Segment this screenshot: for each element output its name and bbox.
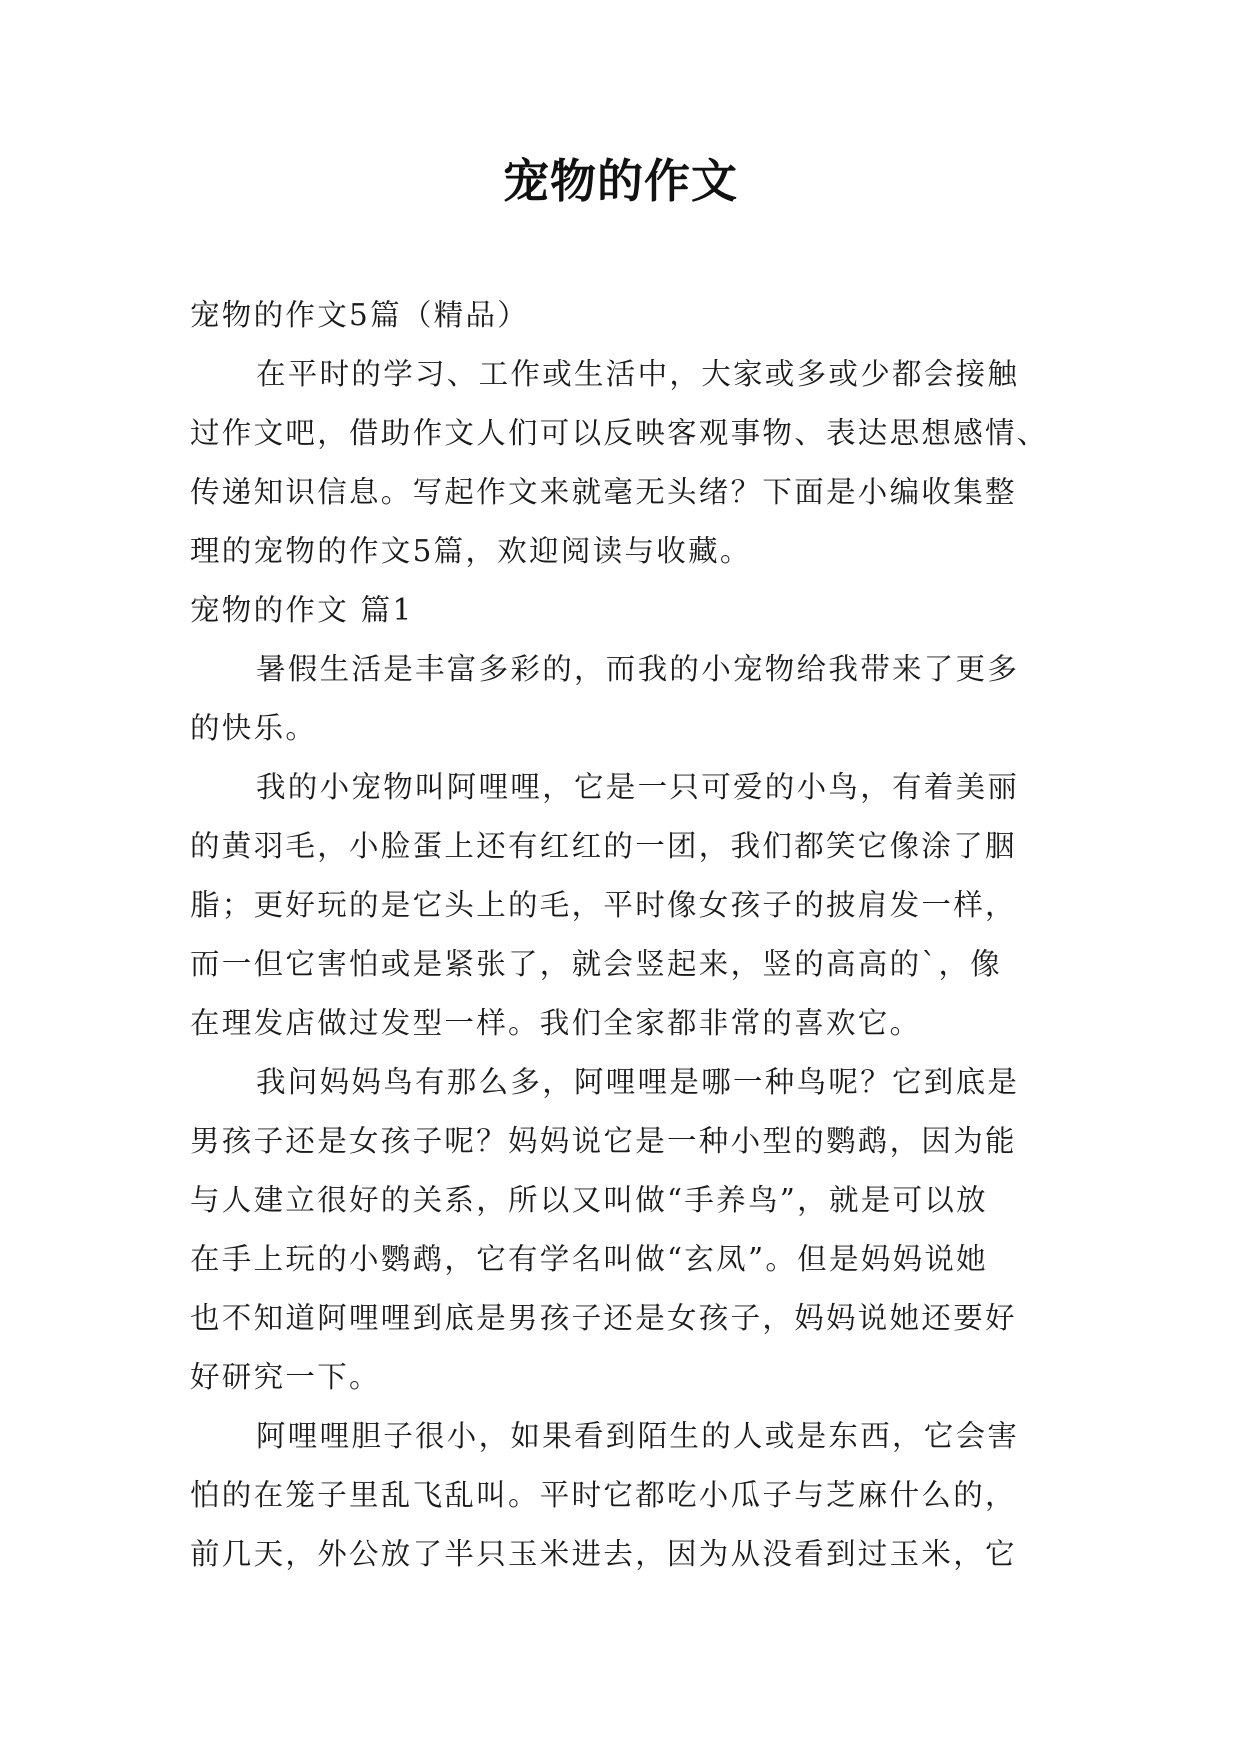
text-line: 怕的在笼子里乱飞乱叫。平时它都吃小瓜子与芝麻什么的， <box>190 1478 1017 1512</box>
text-line: 男孩子还是女孩子呢？妈妈说它是一种小型的鹦鹉，因为能 <box>190 1124 1017 1158</box>
text-line: 在手上玩的小鹦鹉，它有学名叫做“玄凤”。但是妈妈说她 <box>190 1242 988 1276</box>
text-line: 脂；更好玩的是它头上的毛，平时像女孩子的披肩发一样， <box>190 888 1017 922</box>
paragraph-first-line: 在平时的学习、工作或生活中，大家或多或少都会接触 <box>256 357 1020 391</box>
text-line: 前几天，外公放了半只玉米进去，因为从没看到过玉米，它 <box>190 1537 1017 1571</box>
text-line: 与人建立很好的关系，所以又叫做“手养鸟”，就是可以放 <box>190 1183 988 1217</box>
paragraph-first-line: 我的小宠物叫阿哩哩，它是一只可爱的小鸟，有着美丽 <box>256 770 1020 804</box>
text-line: 宠物的作文5篇（精品） <box>190 298 530 332</box>
text-line: 在理发店做过发型一样。我们全家都非常的喜欢它。 <box>190 1006 922 1040</box>
text-line: 好研究一下。 <box>190 1360 381 1394</box>
text-line: 理的宠物的作文5篇，欢迎阅读与收藏。 <box>190 534 752 568</box>
text-line: 过作文吧，借助作文人们可以反映客观事物、表达思想感情、 <box>190 416 1049 450</box>
text-line: 宠物的作文 篇1 <box>190 593 414 627</box>
text-line: 也不知道阿哩哩到底是男孩子还是女孩子，妈妈说她还要好 <box>190 1301 1017 1335</box>
paragraph-first-line: 暑假生活是丰富多彩的，而我的小宠物给我带来了更多 <box>256 652 1020 686</box>
text-line: 的黄羽毛，小脸蛋上还有红红的一团，我们都笑它像涂了胭 <box>190 829 1017 863</box>
paragraph-first-line: 阿哩哩胆子很小，如果看到陌生的人或是东西，它会害 <box>256 1419 1020 1453</box>
text-line: 而一但它害怕或是紧张了，就会竖起来，竖的高高的`，像 <box>190 947 1003 981</box>
text-line: 传递知识信息。写起作文来就毫无头绪？下面是小编收集整 <box>190 475 1017 509</box>
text-line: 的快乐。 <box>190 711 318 745</box>
document-title: 宠物的作文 <box>503 154 738 208</box>
document-body <box>190 286 1060 1584</box>
paragraph-first-line: 我问妈妈鸟有那么多，阿哩哩是哪一种鸟呢？它到底是 <box>256 1065 1020 1099</box>
